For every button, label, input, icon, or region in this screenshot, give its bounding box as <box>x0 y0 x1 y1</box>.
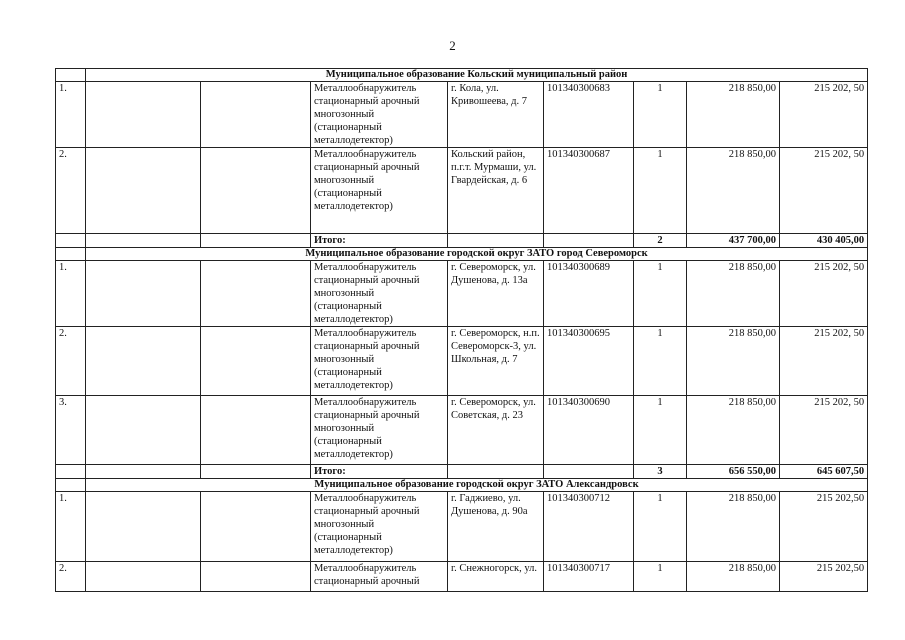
item-price: 218 850,00 <box>687 562 780 592</box>
item-residual-value: 215 202, 50 <box>780 327 868 396</box>
item-name: Металлообнаружитель стационарный арочный многозонный (стационарный металлодетектор) <box>311 261 448 327</box>
item-residual-value: 215 202, 50 <box>780 396 868 465</box>
row-number: 2. <box>56 562 86 592</box>
empty-cell <box>448 465 544 479</box>
table-row <box>56 396 868 465</box>
total-label: Итого: <box>311 234 448 248</box>
item-name: Металлообнаружитель стационарный арочный <box>311 562 448 592</box>
item-address: г. Североморск, н.п. Североморск-3, ул. Школьная, д. 7 <box>448 327 544 396</box>
empty-cell <box>201 492 311 562</box>
empty-cell <box>201 234 311 248</box>
item-address: г. Североморск, ул. Советская, д. 23 <box>448 396 544 465</box>
empty-cell <box>86 396 201 465</box>
section-title: Муниципальное образование городской округ ЗАТО город Североморск <box>86 248 868 261</box>
empty-cell <box>56 465 86 479</box>
item-name: Металлообнаружитель стационарный арочный многозонный (стационарный металлодетектор) <box>311 327 448 396</box>
total-row <box>56 234 868 248</box>
item-address: г. Североморск, ул. Душенова, д. 13а <box>448 261 544 327</box>
item-name: Металлообнаружитель стационарный арочный многозонный (стационарный металлодетектор) <box>311 148 448 234</box>
item-quantity: 1 <box>634 327 687 396</box>
empty-cell <box>86 492 201 562</box>
empty-cell <box>201 148 311 234</box>
empty-cell <box>86 234 201 248</box>
item-name: Металлообнаружитель стационарный арочный многозонный (стационарный металлодетектор) <box>311 492 448 562</box>
table-row <box>56 261 868 327</box>
inventory-number: 101340300695 <box>544 327 634 396</box>
section-title: Муниципальное образование Кольский муниципальный район <box>86 69 868 82</box>
total-quantity: 3 <box>634 465 687 479</box>
empty-cell <box>544 234 634 248</box>
table-row <box>56 492 868 562</box>
item-residual-value: 215 202,50 <box>780 492 868 562</box>
total-residual-value: 645 607,50 <box>780 465 868 479</box>
section-header-row <box>56 479 868 492</box>
section-header-row <box>56 69 868 82</box>
item-residual-value: 215 202, 50 <box>780 261 868 327</box>
section-blank-cell <box>56 248 86 261</box>
item-address: г. Гаджиево, ул. Душенова, д. 90а <box>448 492 544 562</box>
empty-cell <box>86 148 201 234</box>
item-price: 218 850,00 <box>687 82 780 148</box>
page-number: 2 <box>449 38 456 53</box>
item-address: г. Кола, ул. Кривошеева, д. 7 <box>448 82 544 148</box>
total-price: 656 550,00 <box>687 465 780 479</box>
empty-cell <box>86 465 201 479</box>
total-label: Итого: <box>311 465 448 479</box>
section-blank-cell <box>56 69 86 82</box>
item-address: г. Снежногорск, ул. <box>448 562 544 592</box>
section-header-row <box>56 248 868 261</box>
row-number: 1. <box>56 261 86 327</box>
row-number: 2. <box>56 148 86 234</box>
item-residual-value: 215 202, 50 <box>780 148 868 234</box>
item-price: 218 850,00 <box>687 396 780 465</box>
item-residual-value: 215 202, 50 <box>780 82 868 148</box>
item-quantity: 1 <box>634 82 687 148</box>
empty-cell <box>86 327 201 396</box>
total-quantity: 2 <box>634 234 687 248</box>
empty-cell <box>544 465 634 479</box>
row-number: 2. <box>56 327 86 396</box>
item-quantity: 1 <box>634 492 687 562</box>
empty-cell <box>56 234 86 248</box>
empty-cell <box>448 234 544 248</box>
assets-table <box>55 68 868 592</box>
inventory-number: 101340300683 <box>544 82 634 148</box>
row-number: 1. <box>56 82 86 148</box>
table-row <box>56 562 868 592</box>
table-row <box>56 82 868 148</box>
section-blank-cell <box>56 479 86 492</box>
inventory-number: 101340300712 <box>544 492 634 562</box>
item-name: Металлообнаружитель стационарный арочный многозонный (стационарный металлодетектор) <box>311 82 448 148</box>
item-price: 218 850,00 <box>687 148 780 234</box>
row-number: 1. <box>56 492 86 562</box>
table-body <box>56 69 868 592</box>
total-price: 437 700,00 <box>687 234 780 248</box>
item-price: 218 850,00 <box>687 492 780 562</box>
item-quantity: 1 <box>634 261 687 327</box>
empty-cell <box>201 396 311 465</box>
item-quantity: 1 <box>634 562 687 592</box>
item-address: Кольский район, п.г.т. Мурмаши, ул. Гвардейская, д. 6 <box>448 148 544 234</box>
empty-cell <box>201 82 311 148</box>
total-residual-value: 430 405,00 <box>780 234 868 248</box>
empty-cell <box>86 562 201 592</box>
inventory-number: 101340300690 <box>544 396 634 465</box>
row-number: 3. <box>56 396 86 465</box>
item-price: 218 850,00 <box>687 327 780 396</box>
item-name: Металлообнаружитель стационарный арочный многозонный (стационарный металлодетектор) <box>311 396 448 465</box>
empty-cell <box>86 82 201 148</box>
empty-cell <box>201 465 311 479</box>
inventory-number: 101340300689 <box>544 261 634 327</box>
section-title: Муниципальное образование городской округ ЗАТО Александровск <box>86 479 868 492</box>
item-price: 218 850,00 <box>687 261 780 327</box>
empty-cell <box>86 261 201 327</box>
total-row <box>56 465 868 479</box>
table-row <box>56 327 868 396</box>
empty-cell <box>201 327 311 396</box>
item-residual-value: 215 202,50 <box>780 562 868 592</box>
table-row <box>56 148 868 234</box>
inventory-number: 101340300687 <box>544 148 634 234</box>
inventory-number: 101340300717 <box>544 562 634 592</box>
empty-cell <box>201 261 311 327</box>
item-quantity: 1 <box>634 396 687 465</box>
item-quantity: 1 <box>634 148 687 234</box>
empty-cell <box>201 562 311 592</box>
